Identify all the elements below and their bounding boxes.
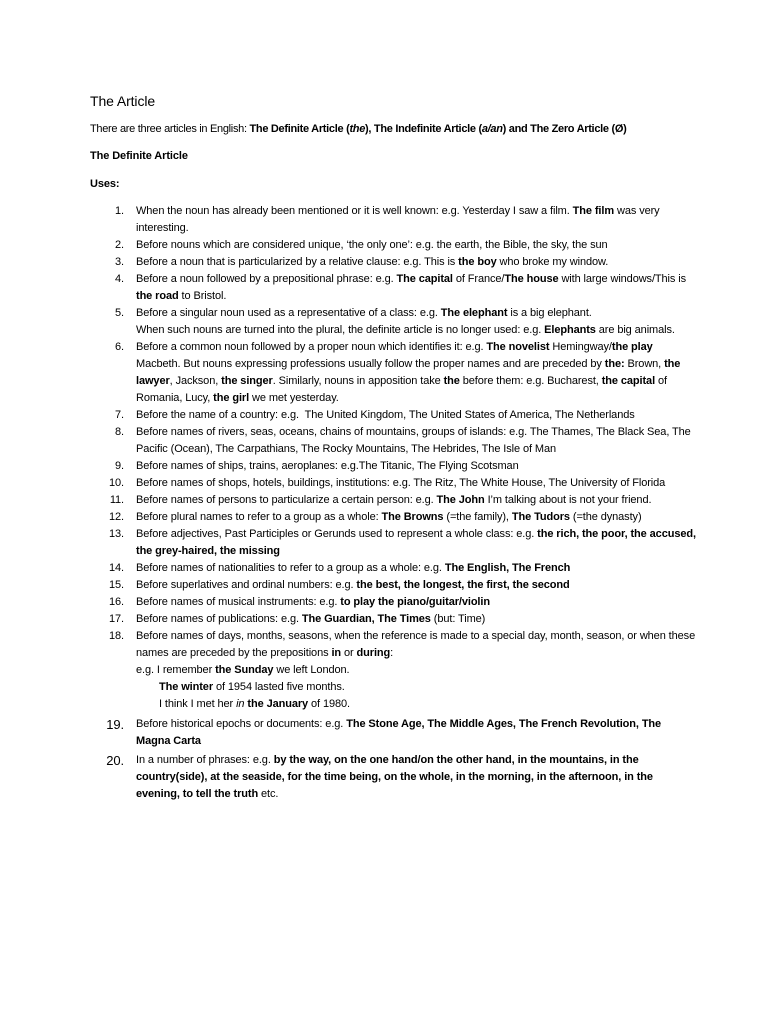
list-item xyxy=(90,339,696,407)
text-run: I think I met her xyxy=(159,698,237,710)
item-body xyxy=(136,492,696,509)
emphasized-phrase: The capital xyxy=(396,273,453,285)
emphasized-phrase: a/an xyxy=(481,123,503,135)
list-item xyxy=(90,271,696,305)
text-run: Before adjectives, Past Participles or Gerunds used to represent a whole class: e.g. xyxy=(136,528,538,540)
text-run: in xyxy=(236,698,245,710)
item-body xyxy=(136,271,696,305)
item-number: 11. xyxy=(109,494,124,506)
emphasized-phrase: The Definite Article ( xyxy=(249,123,350,135)
text-run: who broke my window. xyxy=(496,256,609,268)
text-run: of 1980. xyxy=(308,698,350,710)
item-text xyxy=(136,509,696,526)
text-run: I’m talking about is not your friend. xyxy=(484,494,652,506)
emphasized-phrase: the play xyxy=(611,341,653,353)
item-text xyxy=(136,492,696,509)
emphasized-phrase: The Stone Age, The Middle Ages, The French Revolution, The Magna Carta xyxy=(136,718,665,747)
text-run: Before plural names to refer to a group as a whole: xyxy=(136,511,382,523)
emphasized-phrase: the girl xyxy=(213,392,250,404)
text-run: When the noun has already been mentioned or it is well known: e.g. Yesterday I saw a film. xyxy=(136,205,573,217)
emphasized-phrase: The elephant xyxy=(440,307,508,319)
emphasized-phrase: ) and The Zero Article (Ø) xyxy=(502,123,627,135)
item-text xyxy=(136,271,696,305)
item-body xyxy=(136,594,696,611)
list-item xyxy=(90,237,696,254)
uses-list xyxy=(90,203,699,803)
list-item xyxy=(90,407,696,424)
item-body xyxy=(136,254,696,271)
item-body xyxy=(136,339,696,407)
item-body xyxy=(136,752,696,803)
list-item xyxy=(90,509,696,526)
emphasized-phrase: in xyxy=(331,647,342,659)
text-run: or xyxy=(341,647,357,659)
list-item xyxy=(90,492,696,509)
text-run: we left London. xyxy=(273,664,350,676)
emphasized-phrase: The Guardian, The Times xyxy=(301,613,431,625)
item-body xyxy=(136,458,696,475)
emphasized-phrase: the best, the longest, the first, the second xyxy=(356,579,570,591)
emphasized-phrase: The English, The French xyxy=(444,562,571,574)
item-number: 4. xyxy=(115,273,124,285)
list-item xyxy=(90,254,696,271)
text-run: When such nouns are turned into the plural, the definite article is no longer used: e.g. xyxy=(136,324,545,336)
text-run: Before superlatives and ordinal numbers: e.g. xyxy=(136,579,357,591)
emphasized-phrase: The John xyxy=(436,494,485,506)
list-item xyxy=(90,577,696,594)
item-text xyxy=(136,407,696,424)
item-text xyxy=(136,254,696,271)
text-run: : xyxy=(390,647,394,659)
text-run: etc. xyxy=(258,788,279,800)
list-item xyxy=(90,475,696,492)
text-run: Before names of musical instruments: e.g. xyxy=(136,596,341,608)
emphasized-phrase: the singer xyxy=(221,375,273,387)
emphasized-phrase: the xyxy=(443,375,460,387)
item-body xyxy=(136,305,696,339)
document-title: The Article xyxy=(90,93,156,109)
text-run: Before the name of a country: e.g. The United Kingdom, The United States of America, The Netherlands xyxy=(136,409,635,421)
text-run: Brown, xyxy=(624,358,665,370)
text-run: with large windows/This is xyxy=(558,273,689,285)
item-text xyxy=(136,752,696,803)
item-number: 15. xyxy=(109,579,124,591)
text-run: Hemingway/ xyxy=(549,341,612,353)
item-body xyxy=(136,509,696,526)
item-number: 12. xyxy=(109,511,124,523)
text-run: we met yesterday. xyxy=(249,392,339,404)
text-run: Before a noun followed by a prepositional phrase: e.g. xyxy=(136,273,397,285)
emphasized-phrase: the rich, the poor, the accused, the grey-haired, the missing xyxy=(136,528,699,557)
text-run: to Bristol. xyxy=(178,290,227,302)
item-number: 13. xyxy=(109,528,124,540)
text-run: Before a noun that is particularized by a relative clause: e.g. This is xyxy=(136,256,459,268)
list-item xyxy=(90,424,696,458)
text-run: There are three articles in English: xyxy=(90,123,250,135)
uses-label: Uses: xyxy=(90,178,120,190)
item-text xyxy=(136,716,696,750)
item-body xyxy=(136,611,696,628)
list-item xyxy=(90,752,696,803)
item-body xyxy=(136,577,696,594)
section-heading: The Definite Article xyxy=(90,150,188,162)
emphasized-phrase: the Sunday xyxy=(215,664,274,676)
item-number: 17. xyxy=(109,613,124,625)
item-text xyxy=(136,577,696,594)
text-run: Before names of publications: e.g. xyxy=(136,613,302,625)
item-number: 9. xyxy=(115,460,124,472)
item-text xyxy=(136,322,696,339)
item-body xyxy=(136,716,696,750)
text-run: Macbeth. But nouns expressing professions usually follow the proper names and are preceded by xyxy=(136,341,656,370)
item-body xyxy=(136,237,696,254)
item-text xyxy=(136,628,699,662)
emphasized-phrase: The Browns xyxy=(381,511,444,523)
emphasized-phrase: the boy xyxy=(458,256,497,268)
item-body xyxy=(136,203,696,237)
emphasized-phrase: The film xyxy=(572,205,615,217)
list-item xyxy=(90,560,696,577)
text-run: In a number of phrases: e.g. xyxy=(136,754,274,766)
emphasized-phrase: the January xyxy=(247,698,309,710)
item-text xyxy=(136,339,696,407)
text-run: is a big elephant. xyxy=(507,307,592,319)
emphasized-phrase: ), The Indefinite Article ( xyxy=(365,123,482,135)
text-run: (=the family), xyxy=(443,511,512,523)
list-item xyxy=(90,628,699,713)
item-text xyxy=(136,475,696,492)
item-text xyxy=(136,458,696,475)
text-run: Before names of shops, hotels, buildings, institutions: e.g. The Ritz, The White House, The University of Florida xyxy=(136,477,666,489)
item-text xyxy=(136,611,696,628)
item-number: 6. xyxy=(115,341,124,353)
text-run: Before names of days, months, seasons, when the reference is made to a special day, month, season, or when these names are preceded by the prepositions xyxy=(136,630,699,659)
emphasized-phrase: The winter xyxy=(159,681,214,693)
item-text xyxy=(136,560,696,577)
text-run: Before names of rivers, seas, oceans, chains of mountains, groups of islands: e.g. The Thames, The Black Sea, The Pacific (Ocean), The Carpathians, The Rocky Mountains, The Hebrides, The Isle of Man xyxy=(136,426,694,455)
emphasized-phrase: Elephants xyxy=(544,324,596,336)
item-number: 20. xyxy=(106,753,124,768)
emphasized-phrase: the xyxy=(349,123,366,135)
example-sentence xyxy=(136,679,696,696)
text-run: Before a common noun followed by a proper noun which identifies it: e.g. xyxy=(136,341,487,353)
emphasized-phrase: the: xyxy=(604,358,625,370)
item-number: 18. xyxy=(109,630,124,642)
item-number: 2. xyxy=(115,239,124,251)
text-run: Before names of persons to particularize a certain person: e.g. xyxy=(136,494,437,506)
item-body xyxy=(136,560,696,577)
list-item xyxy=(90,458,696,475)
emphasized-phrase: by the way, on the one hand/on the other hand, in the mountains, in the country(side), at the seaside, for the time being, on the whole, in the morning, in the afternoon, in the evening, to tell the truth xyxy=(136,754,656,800)
text-run: Before historical epochs or documents: e.g. xyxy=(136,718,347,730)
item-number: 7. xyxy=(115,409,124,421)
text-run: Before a singular noun used as a representative of a class: e.g. xyxy=(136,307,441,319)
item-body xyxy=(136,628,699,713)
list-item xyxy=(90,716,696,750)
item-number: 3. xyxy=(115,256,124,268)
text-run: (=the dynasty) xyxy=(569,511,642,523)
emphasized-phrase: the capital xyxy=(601,375,656,387)
item-number: 16. xyxy=(109,596,124,608)
text-run: are big animals. xyxy=(595,324,675,336)
emphasized-phrase: The novelist xyxy=(486,341,550,353)
list-item xyxy=(90,611,696,628)
text-run: e.g. I remember xyxy=(136,664,216,676)
text-run: Before names of ships, trains, aeroplanes: e.g.The Titanic, The Flying Scotsman xyxy=(136,460,519,472)
item-number: 5. xyxy=(115,307,124,319)
emphasized-phrase: during xyxy=(356,647,391,659)
text-run: before them: e.g. Bucharest, xyxy=(459,375,602,387)
item-number: 10. xyxy=(109,477,124,489)
text-run: , Jackson, xyxy=(169,375,222,387)
item-text xyxy=(136,305,696,322)
text-run: Before nouns which are considered unique, ‘the only one’: e.g. the earth, the Bible, the sky, the sun xyxy=(136,239,608,251)
emphasized-phrase: The house xyxy=(504,273,559,285)
item-number: 1. xyxy=(115,205,124,217)
list-item xyxy=(90,594,696,611)
item-body xyxy=(136,407,696,424)
text-run: of Romania, Lucy, xyxy=(136,375,670,404)
text-run: Before names of nationalities to refer to a group as a whole: e.g. xyxy=(136,562,445,574)
item-text xyxy=(136,424,696,458)
text-run: of 1954 lasted five months. xyxy=(213,681,345,693)
list-item xyxy=(90,526,699,560)
emphasized-phrase: the road xyxy=(136,290,179,302)
list-item xyxy=(90,305,696,339)
item-text xyxy=(136,237,696,254)
item-body xyxy=(136,424,696,458)
item-text xyxy=(136,594,696,611)
list-item xyxy=(90,203,696,237)
item-body xyxy=(136,475,696,492)
text-run: (but: Time) xyxy=(430,613,486,625)
item-number: 19. xyxy=(106,717,124,732)
item-number: 8. xyxy=(115,426,124,438)
example-sentence xyxy=(136,696,696,713)
text-run: . Similarly, nouns in apposition take xyxy=(272,375,444,387)
item-number: 14. xyxy=(109,562,124,574)
emphasized-phrase: The Tudors xyxy=(511,511,570,523)
item-body xyxy=(136,526,699,560)
example-sentence xyxy=(136,662,696,679)
item-text xyxy=(136,526,699,560)
emphasized-phrase: the lawyer xyxy=(136,358,684,387)
emphasized-phrase: to play the piano/guitar/violin xyxy=(340,596,490,608)
text-run: was very interesting. xyxy=(136,205,663,234)
item-text xyxy=(136,203,696,237)
intro-paragraph xyxy=(90,121,750,138)
text-run: of France/ xyxy=(452,273,505,285)
